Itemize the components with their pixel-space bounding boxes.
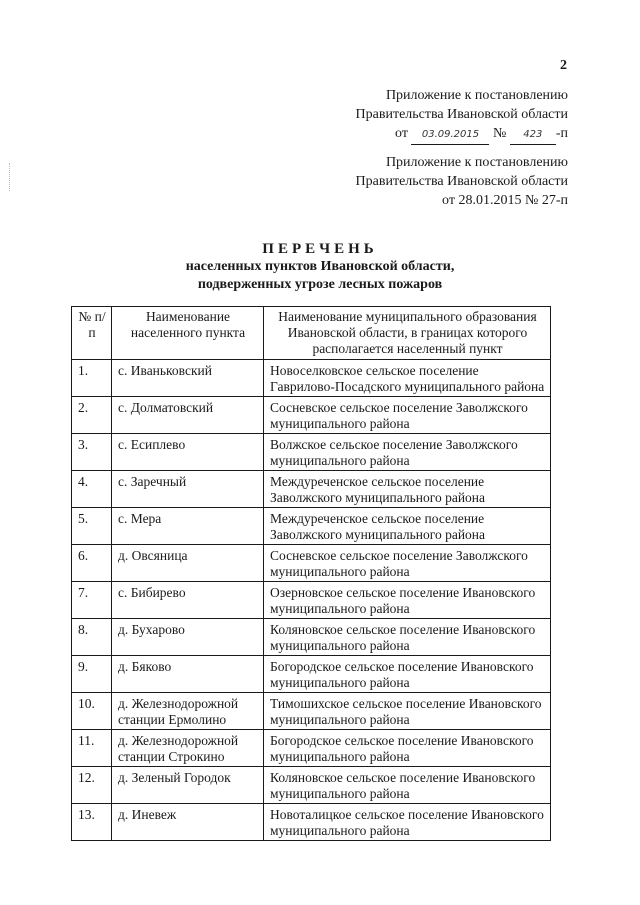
page-number: 2: [560, 58, 567, 73]
row-number: 11.: [72, 730, 112, 767]
row-number: 7.: [72, 582, 112, 619]
appendix-original-line2: Правительства Ивановской области: [355, 174, 568, 189]
table-row: [72, 434, 551, 471]
table-row: [72, 619, 551, 656]
table-row: [72, 397, 551, 434]
row-municipality: Коляновское сельское поселение Ивановского муниципального района: [264, 767, 551, 804]
table-row: [72, 656, 551, 693]
table-body: [72, 360, 551, 841]
row-number: 1.: [72, 360, 112, 397]
row-settlement: д. Зеленый Городок: [112, 767, 264, 804]
row-settlement: с. Заречный: [112, 471, 264, 508]
row-municipality: Междуреченское сельское поселение Заволжского муниципального района: [264, 471, 551, 508]
document-subtitle-2: подверженных угрозе лесных пожаров: [197, 277, 443, 292]
row-municipality: Новоселковское сельское поселение Гаврилово-Посадского муниципального района: [264, 360, 551, 397]
appendix-current-line1: Приложение к постановлению: [385, 88, 568, 103]
table-row: [72, 471, 551, 508]
row-settlement: д. Железнодорожной станции Строкино: [112, 730, 264, 767]
header-municipality: Наименование муниципального образования Ивановской области, в границах которого располагается населенный пункт: [264, 307, 551, 360]
row-settlement: с. Бибирево: [112, 582, 264, 619]
table-header-row: [72, 307, 551, 360]
row-municipality: Междуреченское сельское поселение Заволжского муниципального района: [264, 508, 551, 545]
table-row: [72, 582, 551, 619]
table-row: [72, 693, 551, 730]
row-settlement: с. Долматовский: [112, 397, 264, 434]
row-municipality: Коляновское сельское поселение Ивановского муниципального района: [264, 619, 551, 656]
row-number: 9.: [72, 656, 112, 693]
row-municipality: Тимошихское сельское поселение Ивановского муниципального района: [264, 693, 551, 730]
row-number: 13.: [72, 804, 112, 841]
row-settlement: д. Бяково: [112, 656, 264, 693]
row-settlement: д. Иневеж: [112, 804, 264, 841]
header-place: Наименование населенного пункта: [112, 307, 264, 360]
row-municipality: Сосневское сельское поселение Заволжского муниципального района: [264, 397, 551, 434]
row-municipality: Богородское сельское поселение Ивановского муниципального района: [264, 730, 551, 767]
row-number: 8.: [72, 619, 112, 656]
table-row: [72, 508, 551, 545]
row-settlement: д. Железнодорожной станции Ермолино: [112, 693, 264, 730]
from-label: от: [395, 126, 408, 141]
row-municipality: Волжское сельское поселение Заволжского муниципального района: [264, 434, 551, 471]
table-row: [72, 360, 551, 397]
document-title: ПЕРЕЧЕНЬ: [262, 241, 378, 257]
table-row: [72, 545, 551, 582]
document-heading: [0, 240, 640, 294]
row-number: 4.: [72, 471, 112, 508]
row-number: 5.: [72, 508, 112, 545]
appendix-original: [356, 153, 568, 210]
row-municipality: Сосневское сельское поселение Заволжского муниципального района: [264, 545, 551, 582]
settlements-table: [71, 306, 551, 841]
row-settlement: д. Овсяница: [112, 545, 264, 582]
appendix-original-line3: от 28.01.2015 № 27-п: [442, 193, 568, 208]
row-number: 2.: [72, 397, 112, 434]
row-number: 6.: [72, 545, 112, 582]
number-suffix: -п: [555, 126, 568, 141]
row-municipality: Озерновское сельское поселение Ивановского муниципального района: [264, 582, 551, 619]
handwritten-number: 423: [510, 125, 556, 145]
appendix-original-line1: Приложение к постановлению: [385, 155, 568, 170]
row-municipality: Новоталицкое сельское поселение Ивановского муниципального района: [264, 804, 551, 841]
appendix-current-line3: [356, 124, 568, 145]
row-number: 3.: [72, 434, 112, 471]
row-number: 12.: [72, 767, 112, 804]
appendix-current-line2: Правительства Ивановской области: [355, 107, 568, 122]
document-subtitle-1: населенных пунктов Ивановской области,: [185, 259, 455, 274]
appendix-current: [356, 86, 568, 145]
row-settlement: с. Иваньковский: [112, 360, 264, 397]
table-row: [72, 804, 551, 841]
margin-mark: [9, 163, 11, 191]
row-number: 10.: [72, 693, 112, 730]
row-municipality: Богородское сельское поселение Ивановского муниципального района: [264, 656, 551, 693]
header-num: № п/п: [72, 307, 112, 360]
number-label: №: [492, 126, 507, 141]
handwritten-date: 03.09.2015: [411, 125, 489, 145]
row-settlement: с. Есиплево: [112, 434, 264, 471]
table-row: [72, 730, 551, 767]
row-settlement: д. Бухарово: [112, 619, 264, 656]
row-settlement: с. Мера: [112, 508, 264, 545]
table-row: [72, 767, 551, 804]
